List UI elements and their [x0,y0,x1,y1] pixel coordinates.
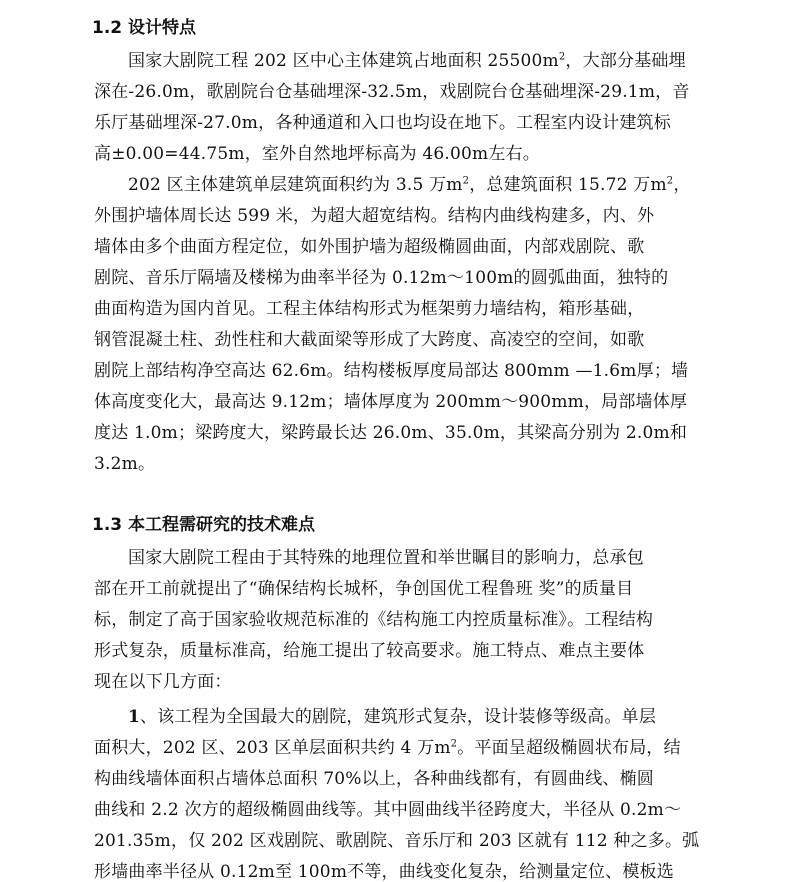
text-span: ， [673,175,691,195]
text-line [128,46,686,71]
text-span: ，总建筑面积 15.72 万m [469,175,667,195]
text-span: 、该工程为全国最大的剧院，建筑形式复杂，设计装修等级高。单层 [140,707,657,727]
text-line: 201.35m，仅 202 区戏剧院、歌剧院、音乐厅和 203 区就有 112 种之多。弧 [94,831,700,851]
text-span: 面积大，202 区、203 区单层面积共约 4 万m [94,738,451,758]
text-span: ，大部分基础埋 [565,51,686,71]
text-line: 深在-26.0m，歌剧院台仓基础埋深-32.5m，戏剧院台仓基础埋深-29.1m，音 [94,82,690,102]
text-line: 剧院、音乐厅隔墙及楼梯为曲率半径为 0.12m～100m的圆弧曲面，独特的 [94,268,669,288]
text-line [94,733,681,758]
text-line: 曲线和 2.2 次方的超级椭圆曲线等。其中圆曲线半径跨度大，半径从 0.2m～ [94,800,682,820]
list-number: 1 [128,707,141,727]
text-line: 现在以下几方面： [94,672,232,692]
text-line: 形墙曲率半径从 0.12m至 100m不等，曲线变化复杂，给测量定位、模板选 [94,862,674,882]
section-heading-1-3: 1.3 本工程需研究的技术难点 [92,515,316,535]
text-line: 标，制定了高于国家验收规范标准的《结构施工内控质量标准》。工程结构 [94,610,654,630]
text-line: 部在开工前就提出了“确保结构长城杯，争创国优工程鲁班 奖”的质量目 [94,579,634,599]
text-line: 外围护墙体周长达 599 米，为超大超宽结构。结构内曲线构建多，内、外 [94,206,655,226]
text-line: 钢管混凝土柱、劲性柱和大截面梁等形成了大跨度、高凌空的空间，如歌 [94,330,645,350]
text-line: 体高度变化大，最高达 9.12m；墙体厚度为 200mm～900mm，局部墙体厚 [94,392,688,412]
text-line: 构曲线墙体面积占墙体总面积 70%以上，各种曲线都有，有圆曲线、椭圆 [94,769,654,789]
superscript: 2 [558,51,566,63]
text-line: 度达 1.0m；梁跨度大，梁跨最长达 26.0m、35.0m，其梁高分别为 2.0m和 [94,423,688,443]
text-span: 国家大剧院工程 202 区中心主体建筑占地面积 25500m [128,51,559,71]
text-line: 形式复杂，质量标准高，给施工提出了较高要求。施工特点、难点主要体 [94,641,645,661]
text-line: 乐厅基础埋深-27.0m，各种通道和入口也均设在地下。工程室内设计建筑标 [94,113,671,133]
text-span: 。平面呈超级椭圆状布局，结 [457,738,681,758]
text-line: 国家大剧院工程由于其特殊的地理位置和举世瞩目的影响力，总承包 [128,548,644,568]
text-line: 剧院上部结构净空高达 62.6m。结构楼板厚度局部达 800mm —1.6m厚；墙 [94,361,689,381]
superscript: 2 [450,738,458,750]
text-line: 3.2m。 [94,454,156,474]
text-line [128,702,656,727]
section-heading-1-2: 1.2 设计特点 [92,18,197,38]
text-line [128,170,691,195]
text-line: 曲面构造为国内首见。工程主体结构形式为框架剪力墙结构，箱形基础， [94,299,645,319]
text-line: 墙体由多个曲面方程定位，如外围护墙为超级椭圆曲面，内部戏剧院、歌 [94,237,645,257]
superscript: 2 [666,175,674,187]
text-span: 202 区主体建筑单层建筑面积约为 3.5 万m [128,175,463,195]
text-line: 高±0.00=44.75m，室外自然地坪标高为 46.00m左右。 [94,144,540,164]
superscript: 2 [462,175,470,187]
